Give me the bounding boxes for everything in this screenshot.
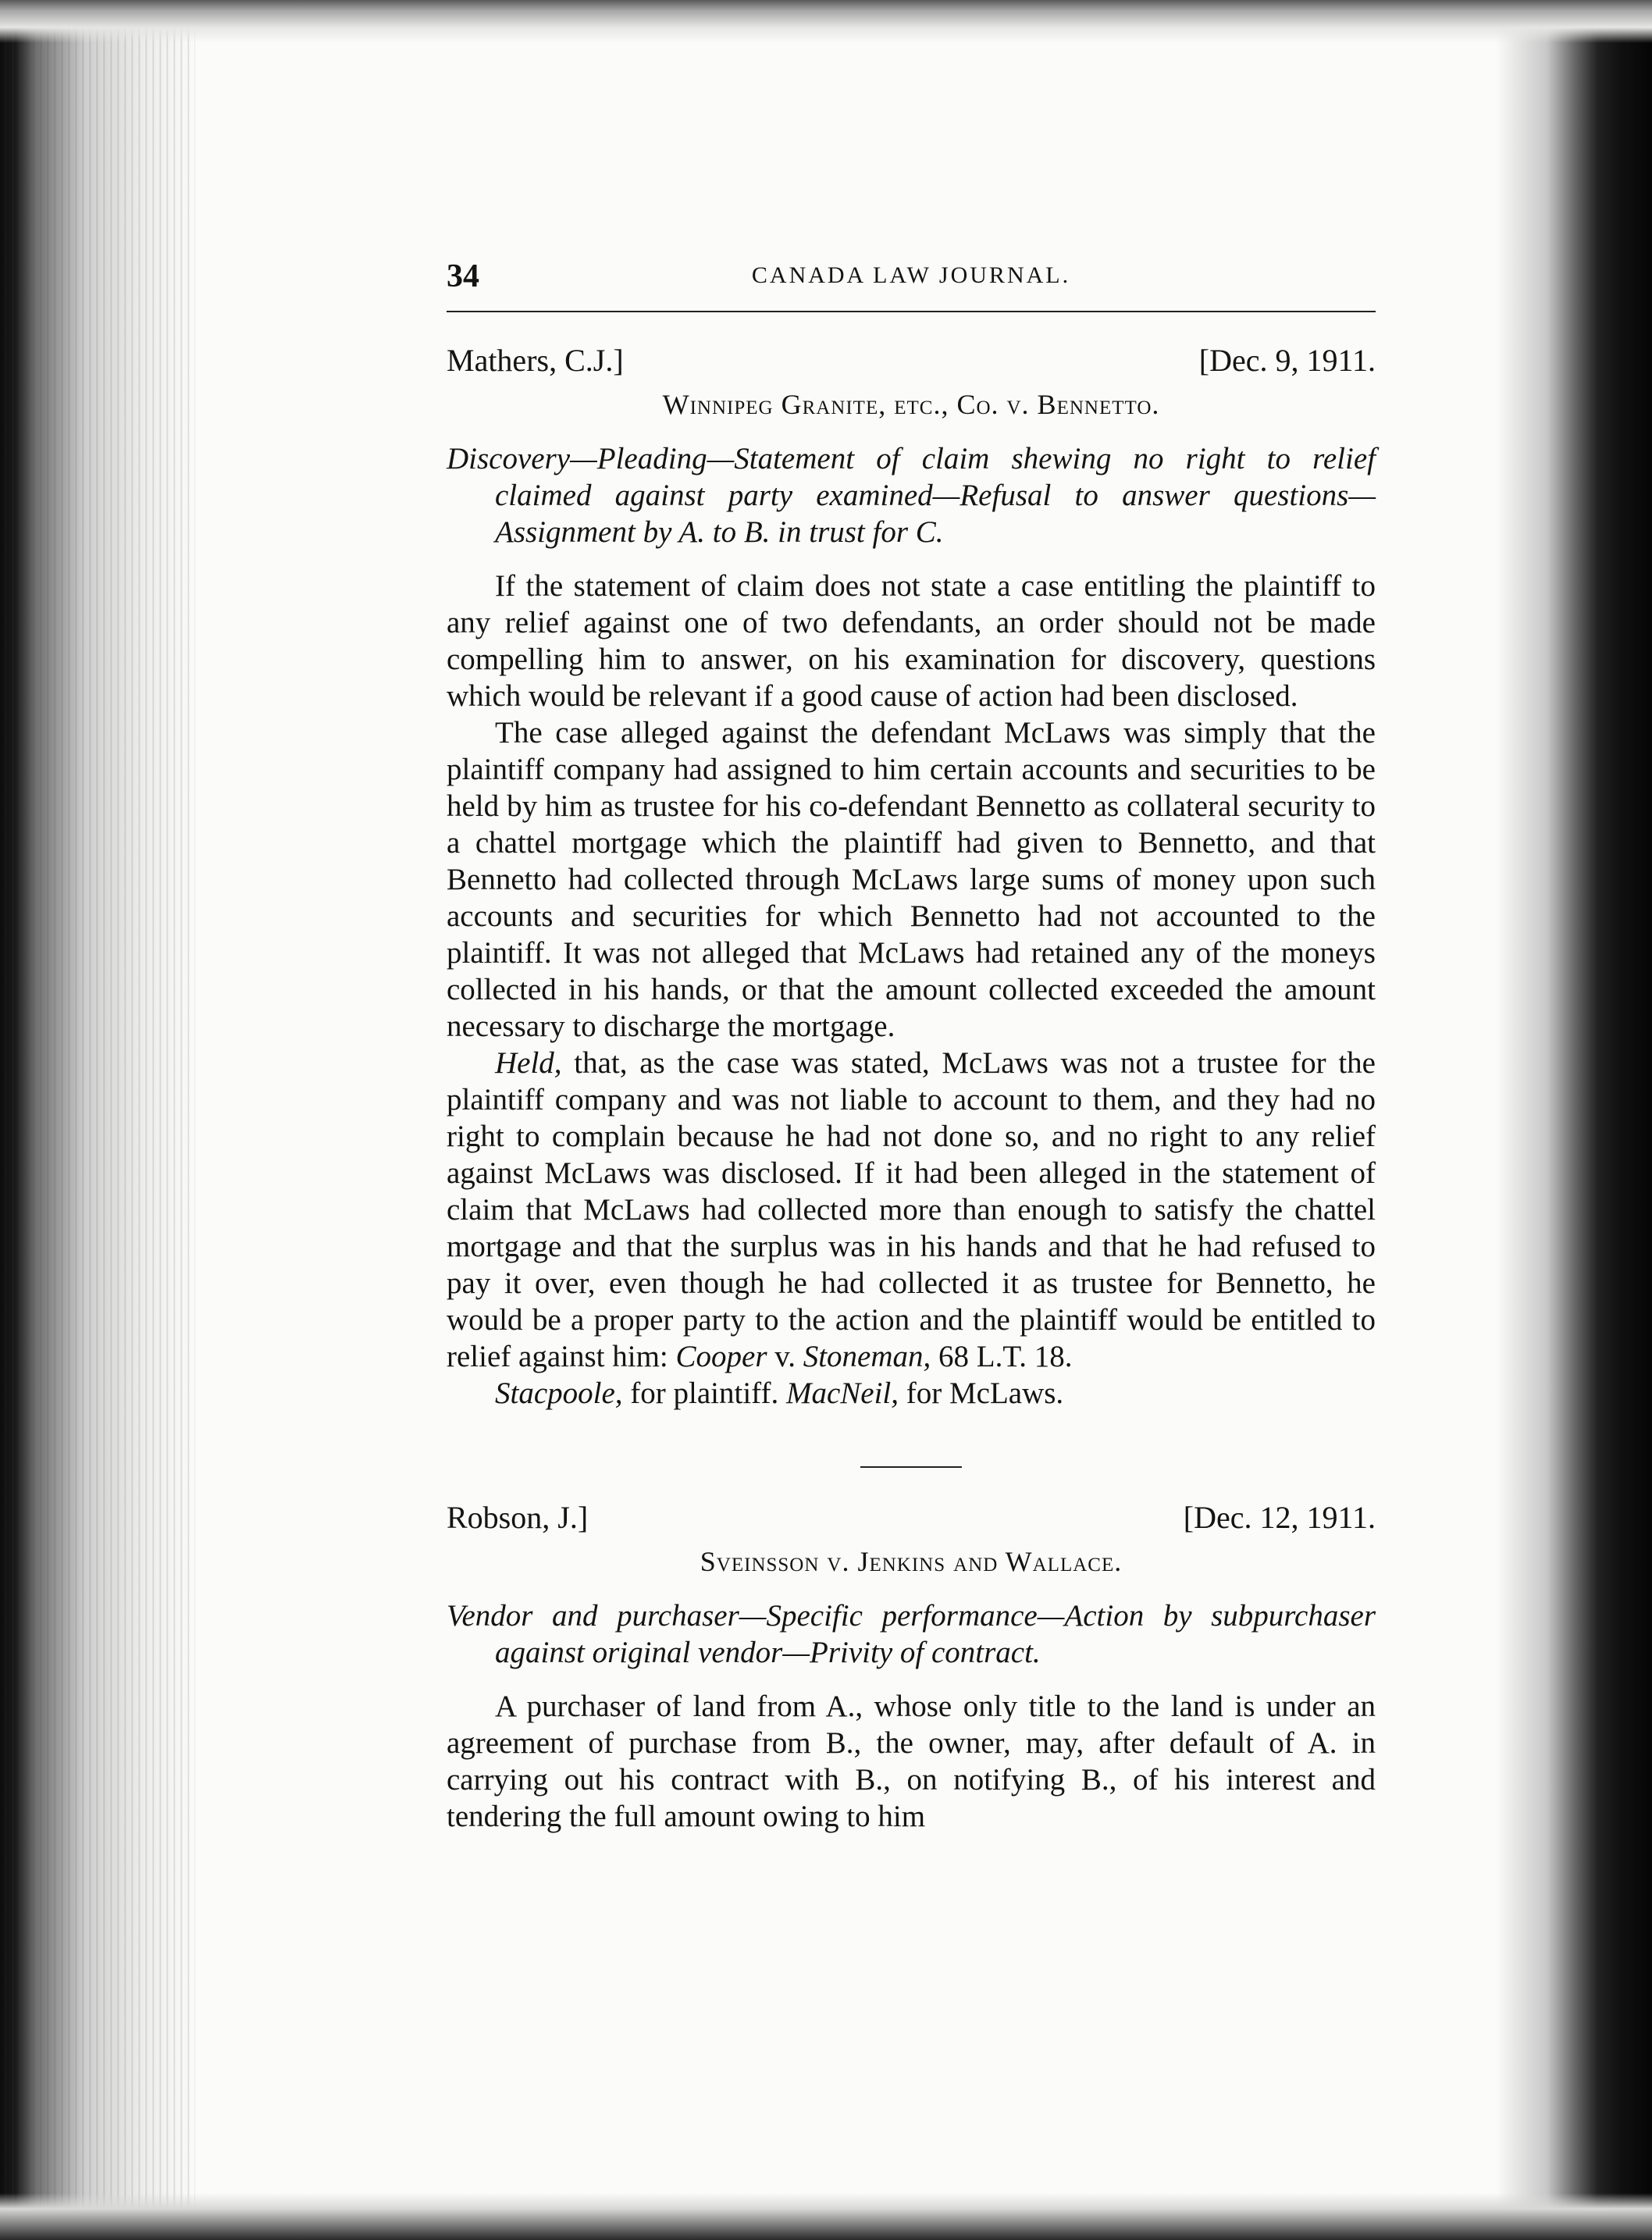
case-separator-rule <box>860 1466 962 1468</box>
journal-title: CANADA LAW JOURNAL. <box>751 262 1071 288</box>
case-2-header <box>447 1499 1376 1537</box>
case-1-date: [Dec. 9, 1911. <box>1198 343 1376 378</box>
citation-party-a: Cooper <box>675 1340 767 1373</box>
case-2-headnote: Vendor and purchaser—Specific performance—Action by subpurchaser against original vendor—Privity of contract. <box>447 1599 1376 1669</box>
case-1-headnote: Discovery—Pleading—Statement of claim shewing no right to relief claimed against party examined—Refusal to answer questions—Assignment by A. to B. in trust for C. <box>447 442 1376 549</box>
case-1-counsel <box>447 1375 1376 1412</box>
scan-right-edge <box>1496 0 1652 2240</box>
scan-bottom-edge <box>0 2193 1652 2240</box>
case-1-header <box>447 342 1376 379</box>
plaintiff-counsel: Stacpoole, <box>495 1376 623 1410</box>
case-1-held-paragraph <box>447 1045 1376 1375</box>
defendant-counsel: MacNeil, <box>785 1376 899 1410</box>
case-report-1 <box>447 342 1376 1412</box>
held-label: Held, <box>495 1046 562 1080</box>
case-2-judge: Robson, J.] <box>447 1500 589 1535</box>
case-2-paragraph: A purchaser of land from A., whose only title to the land is under an agreement of purchase from B., the owner, may, after default of A. in carrying out his contract with B., on notifying B., of his interest and tendering the full amount owing to him <box>447 1690 1376 1833</box>
header-rule <box>447 311 1376 312</box>
case-2-title: Sveinsson v. Jenkins and Wallace. <box>700 1546 1123 1577</box>
citation-versus: v. <box>767 1340 803 1373</box>
case-1-judge: Mathers, C.J.] <box>447 343 624 378</box>
scan-left-edge <box>0 0 195 2240</box>
citation-party-b: Stoneman, <box>803 1340 931 1373</box>
scan-top-edge <box>0 0 1652 43</box>
citation-reference: 68 L.T. 18. <box>931 1340 1073 1373</box>
case-1-paragraph: If the statement of claim does not state a case entitling the plaintiff to any relief against one of two defendants, an order should not be made compelling him to answer, on his examination for discovery, questions which would be relevant if a good cause of action had been disclosed. <box>447 569 1376 713</box>
case-2-date: [Dec. 12, 1911. <box>1183 1500 1376 1535</box>
journal-page <box>447 258 1376 1835</box>
held-text: that, as the case was stated, McLaws was not a trustee for the plaintiff company and was not liable to account to them, and they had no right to complain because he had not done so, and no right to any relief against McLaws was disclosed. If it had been alleged in the statement of claim that McLaws had collected more than enough to satisfy the chattel mortgage and that the surplus was in his hands and that he had refused to pay it over, even though he had collected it as trustee for Bennetto, he would be a proper party to the action and the plaintiff would be entitled to relief against him: <box>447 1046 1376 1373</box>
case-1-paragraph: The case alleged against the defendant McLaws was simply that the plaintiff company had assigned to him certain accounts and securities to be held by him as trustee for his co-defendant Bennetto as collateral security to a chattel mortgage which the plaintiff had given to Bennetto, and that Bennetto had collected through McLaws large sums of money upon such accounts and securities for which Bennetto had not accounted to the plaintiff. It was not alleged that McLaws had retained any of the moneys collected in his hands, or that the amount collected exceeded the amount necessary to discharge the mortgage. <box>447 716 1376 1043</box>
running-head <box>447 258 1376 301</box>
defendant-role: for McLaws. <box>899 1376 1064 1410</box>
case-1-title: Winnipeg Granite, etc., Co. v. Bennetto. <box>662 389 1160 420</box>
case-report-2 <box>447 1499 1376 1835</box>
page-number: 34 <box>447 258 479 294</box>
plaintiff-role: for plaintiff. <box>622 1376 786 1410</box>
